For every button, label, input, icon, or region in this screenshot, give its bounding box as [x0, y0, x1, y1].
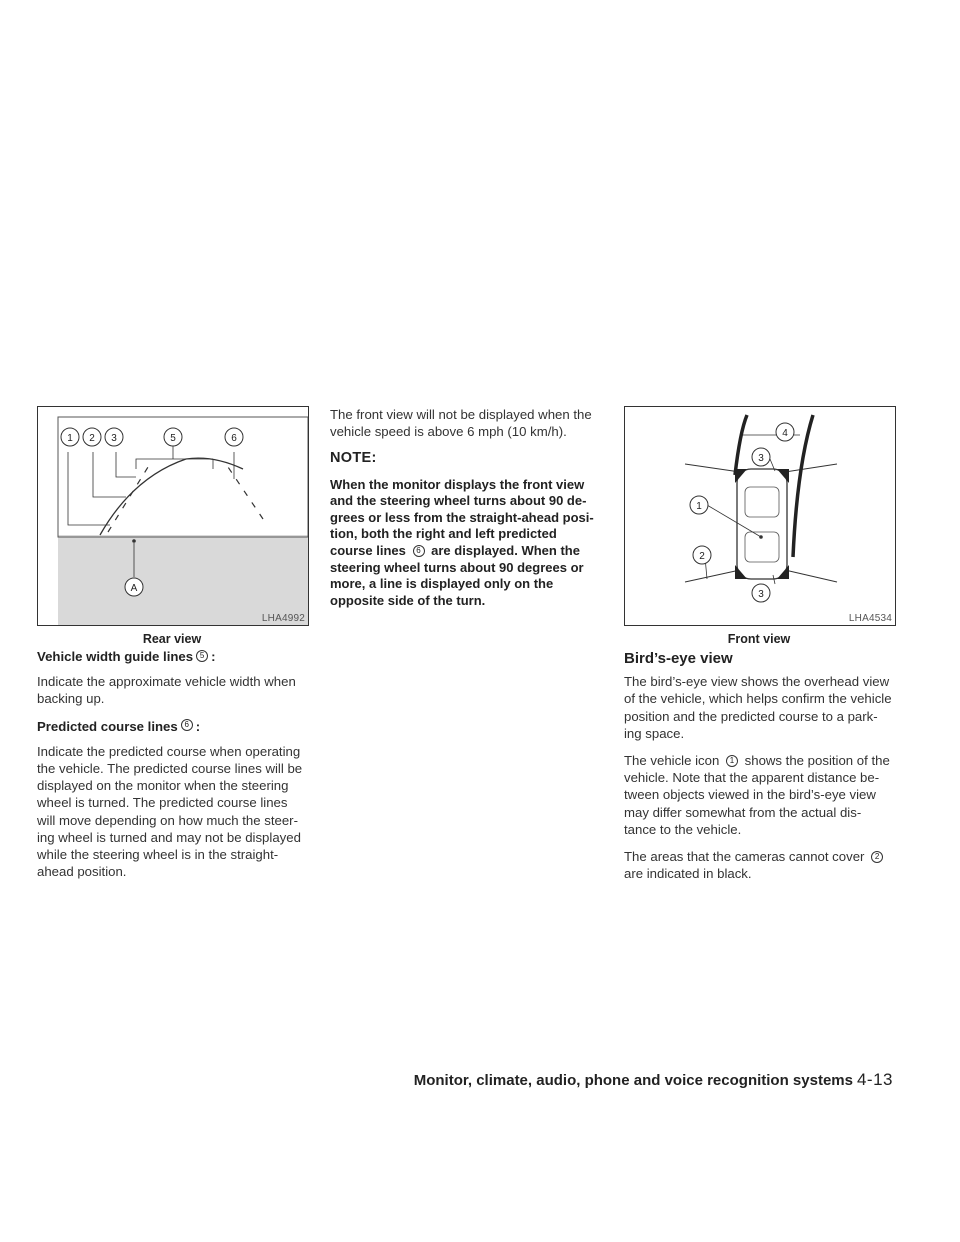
- callout-number-icon: 1: [726, 755, 738, 767]
- rear-view-caption: Rear view: [142, 632, 202, 646]
- column-3: [624, 650, 896, 892]
- page-footer: [0, 1070, 893, 1090]
- vehicle-icon-shape: [737, 469, 787, 579]
- callout-number-icon: 6: [413, 545, 425, 557]
- birds-eye-p1: The bird’s-eye view shows the overhead view of the vehicle, which helps confirm the vehicle position and the predicted course to a park- ing space.: [624, 674, 892, 741]
- birds-eye-heading: Bird’s-eye view: [624, 650, 733, 667]
- front-view-illustration: [625, 407, 895, 625]
- rear-view-illustration: [38, 407, 308, 625]
- front-view-intro: The front view will not be displayed when the vehicle speed is above 6 mph (10 km/h).: [330, 407, 592, 440]
- callout-label: 4: [782, 428, 788, 439]
- width-guide-right: [228, 467, 263, 519]
- note-text: When the monitor displays the front view and the steering wheel turns about 90 de- grees or less from the straight-ahead posi- tion, both the right and left predicted course lines 6 are displayed. When the steering wheel turns about 90 degrees or more, a line is displayed only on the opposite side of the turn.: [330, 476, 594, 608]
- callout-label: A: [130, 583, 138, 594]
- callout-label: 1: [67, 433, 73, 444]
- column-2: [330, 406, 602, 609]
- width-guide-heading: Vehicle width guide lines 5 :: [37, 649, 216, 664]
- predicted-course-heading: Predicted course lines 6 :: [37, 718, 201, 734]
- callout-label: 1: [696, 501, 702, 512]
- column-1: [37, 648, 307, 890]
- birds-eye-p2: The vehicle icon 1 shows the position of the vehicle. Note that the apparent distance be- tween objects viewed in the bird’s-eye view may differ somewhat from the actual dis- tance to the vehicle.: [624, 753, 890, 837]
- figure-code: LHA4992: [261, 613, 305, 624]
- note-heading: NOTE:: [330, 450, 377, 467]
- rear-view-figure: [37, 406, 309, 626]
- callout-label: 2: [699, 551, 705, 562]
- page-number: 4-13: [856, 1070, 893, 1089]
- predicted-course-right: [793, 415, 813, 557]
- width-guide-text: Indicate the approximate vehicle width when backing up.: [37, 674, 296, 707]
- callout-number-icon: 6: [181, 719, 193, 731]
- figure-code: LHA4534: [848, 613, 892, 624]
- predicted-course-left: [735, 415, 747, 475]
- callout-number-icon: 2: [871, 851, 883, 863]
- callout-label: 6: [231, 433, 237, 444]
- callout-label: 3: [758, 589, 764, 600]
- predicted-course-curve: [100, 458, 243, 535]
- front-view-caption: Front view: [727, 632, 791, 646]
- callout-label: 5: [170, 433, 176, 444]
- callout-label: 2: [89, 433, 95, 444]
- front-view-figure: [624, 406, 896, 626]
- birds-eye-p3: The areas that the cameras cannot cover 2 are indicated in black.: [624, 848, 896, 882]
- callout-number-icon: 5: [196, 650, 208, 662]
- callout-label: 3: [758, 453, 764, 464]
- predicted-course-text: Indicate the predicted course when operating the vehicle. The predicted course lines will be displayed on the monitor when the steering wheel is turned. The predicted course lines will move depending on how much the steer- ing wheel is turned and may not be displayed while the steering wheel is in the straight- ahead position.: [37, 743, 303, 880]
- section-title: Monitor, climate, audio, phone and voice recognition systems: [413, 1072, 853, 1089]
- bumper-area: [58, 535, 308, 625]
- callout-label: 3: [111, 433, 117, 444]
